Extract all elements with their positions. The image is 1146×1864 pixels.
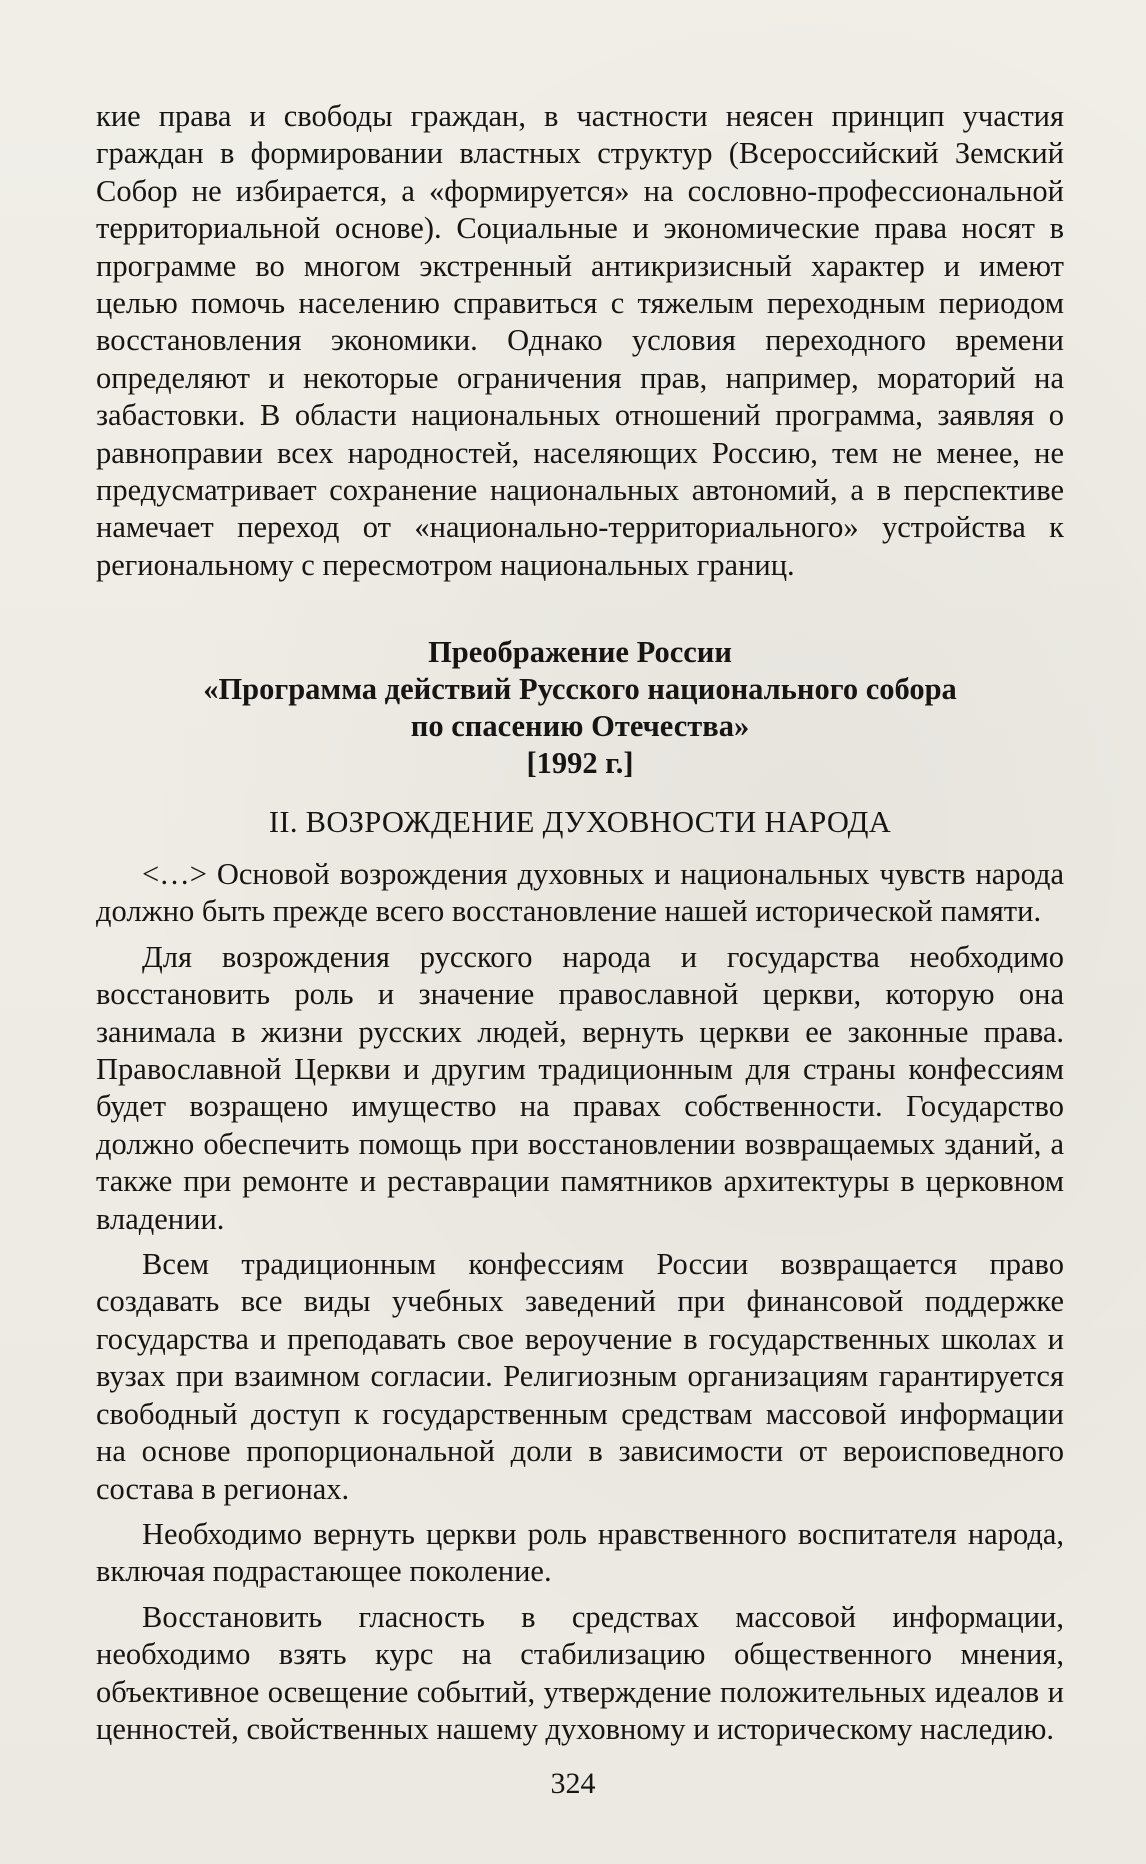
document-heading-line-2: «Программа действий Русского национального собора: [203, 672, 957, 706]
section-paragraph: Восстановить гласность в средствах массовой информации, необходимо взять курс на стабилизацию общественного мнения, объективное освещение событий, утверждение положительных идеалов и ценностей, свойственных нашему духовному и историческому наследию.: [96, 1599, 1064, 1746]
document-heading-line-3: по спасению Отечества»: [410, 709, 750, 743]
section-paragraph: Для возрождения русского народа и государства необходимо восстановить роль и значение православной церкви, которую она занимала в жизни русских людей, вернуть церкви ее законные права. Православной Церкви и другим традиционным для страны конфессиям будет возращено имущество на правах собственности. Государство должно обеспечить помощь при восстановлении возвращаемых зданий, а также при ремонте и реставрации памятников архитектуры в церковном владении.: [96, 939, 1064, 1236]
section-paragraph: Необходимо вернуть церкви роль нравственного воспитателя народа, включая подрастающее поколение.: [96, 1516, 1064, 1589]
document-heading-line-1: Преображение России: [428, 635, 732, 669]
section-paragraph: Всем традиционным конфессиям России возвращается право создавать все виды учебных заведений при финансовой поддержке государства и преподавать свое вероучение в государственных школах и вузах при взаимном согласии. Религиозным организациям гарантируется свободный доступ к государственным средствам массовой информации на основе пропорциональной доли в зависимости от вероисповедного состава в регионах.: [96, 1247, 1064, 1506]
page-number: 324: [550, 1767, 596, 1800]
section-body: [96, 856, 1064, 1748]
document-heading: [96, 634, 1064, 782]
document-heading-line-4: [1992 г.]: [526, 746, 634, 780]
section-title: II. ВОЗРОЖДЕНИЕ ДУХОВНОСТИ НАРОДА: [268, 805, 892, 839]
section-paragraph: <…> Основой возрождения духовных и национальных чувств народа должно быть прежде всего восстановление нашей исторической памяти.: [96, 857, 1064, 929]
continuation-text-block: [96, 98, 1064, 584]
continuation-paragraph: кие права и свободы граждан, в частности неясен принцип участия граждан в формировании властных структур (Всероссийский Земский Собор не избирается, а «формируется» на сословно-профессиональной территориальной основе). Социальные и экономические права носят в программе во многом экстренный антикризисный характер и имеют целью помочь населению справиться с тяжелым переходным периодом восстановления экономики. Однако условия переходного времени определяют и некоторые ограничения прав, например, мораторий на забастовки. В области национальных отношений программа, заявляя о равноправии всех народностей, населяющих Россию, тем не менее, не предусматривает сохранение национальных автономий, а в перспективе намечает переход от «национально-территориального» устройства к региональному с пересмотром национальных границ.: [96, 99, 1064, 582]
